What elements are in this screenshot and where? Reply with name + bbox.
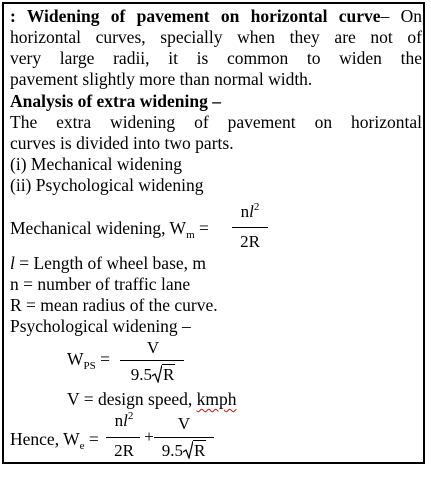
total-term1-denominator: 2R <box>114 441 134 460</box>
total-term1-numerator <box>104 411 144 431</box>
psychological-label: Psychological widening – <box>10 316 191 336</box>
mechanical-formula-label <box>10 218 209 239</box>
analysis-line-1: The extra widening of pavement on horizontal <box>10 112 422 132</box>
total-plus: + <box>144 427 154 446</box>
mech-num-exp: 2 <box>253 201 260 213</box>
total-term2-bar <box>154 437 214 438</box>
analysis-line-2: curves is divided into two parts. <box>10 133 234 153</box>
total-sub: e <box>79 440 85 452</box>
intro-line-2: horizontal curves, specially when they are not of <box>10 27 422 47</box>
t2-den-coef: 9.5 <box>161 441 183 460</box>
section-heading: : Widening of pavement on horizontal curve <box>10 6 381 26</box>
mechanical-denominator: 2R <box>240 232 260 251</box>
psy-sub: PS <box>83 360 96 372</box>
psychological-fraction-bar <box>120 360 184 361</box>
intro-line-1 <box>10 6 422 27</box>
total-term1-bar <box>106 437 140 438</box>
psychological-denominator <box>120 365 186 385</box>
sqrt-symbol-icon <box>183 441 193 459</box>
t1-num-n: n <box>114 411 124 430</box>
v-def-prefix: V = design speed, <box>67 389 197 409</box>
total-label-text: Hence, W <box>10 429 80 449</box>
total-term2-denominator <box>151 441 217 461</box>
mechanical-label-text: Mechanical widening, W <box>10 218 187 238</box>
def-l-var: l <box>10 253 15 273</box>
mech-num-n: n <box>240 202 250 221</box>
total-label <box>10 429 99 450</box>
intro-line-1-rest: – On <box>380 6 423 26</box>
t1-num-exp: 2 <box>127 410 134 422</box>
def-mean-radius: R = mean radius of the curve. <box>10 295 218 315</box>
psychological-numerator: V <box>146 338 160 357</box>
psy-eq: = <box>100 349 111 369</box>
total-term2-numerator: V <box>177 414 191 433</box>
v-def-unit: kmph <box>196 389 237 409</box>
t2-den-rad: R <box>193 441 206 460</box>
psy-den-rad: R <box>162 365 175 384</box>
mechanical-numerator <box>230 202 270 222</box>
def-traffic-lane: n = number of traffic lane <box>10 274 191 294</box>
def-l-text: = Length of wheel base, m <box>14 253 207 273</box>
psy-den-coef: 9.5 <box>130 365 152 384</box>
mechanical-sub: m <box>186 229 195 241</box>
def-wheel-base <box>10 253 206 274</box>
psychological-lhs <box>67 349 110 370</box>
part-psychological: (ii) Psychological widening <box>10 175 204 195</box>
sqrt-symbol-icon <box>152 365 162 383</box>
analysis-heading: Analysis of extra widening – <box>10 91 221 111</box>
psy-lhs-text: W <box>67 349 84 369</box>
mechanical-fraction-bar <box>232 227 268 228</box>
mech-num-l: l <box>249 202 254 221</box>
part-mechanical: (i) Mechanical widening <box>10 154 183 174</box>
content-box <box>2 2 425 464</box>
intro-line-4: pavement slightly more than normal width. <box>10 69 313 89</box>
total-eq: = <box>88 429 99 449</box>
t1-num-l: l <box>123 411 128 430</box>
intro-line-3: very large radii, it is common to widen the <box>10 48 422 68</box>
mechanical-eq: = <box>199 218 209 238</box>
def-design-speed <box>67 389 236 410</box>
